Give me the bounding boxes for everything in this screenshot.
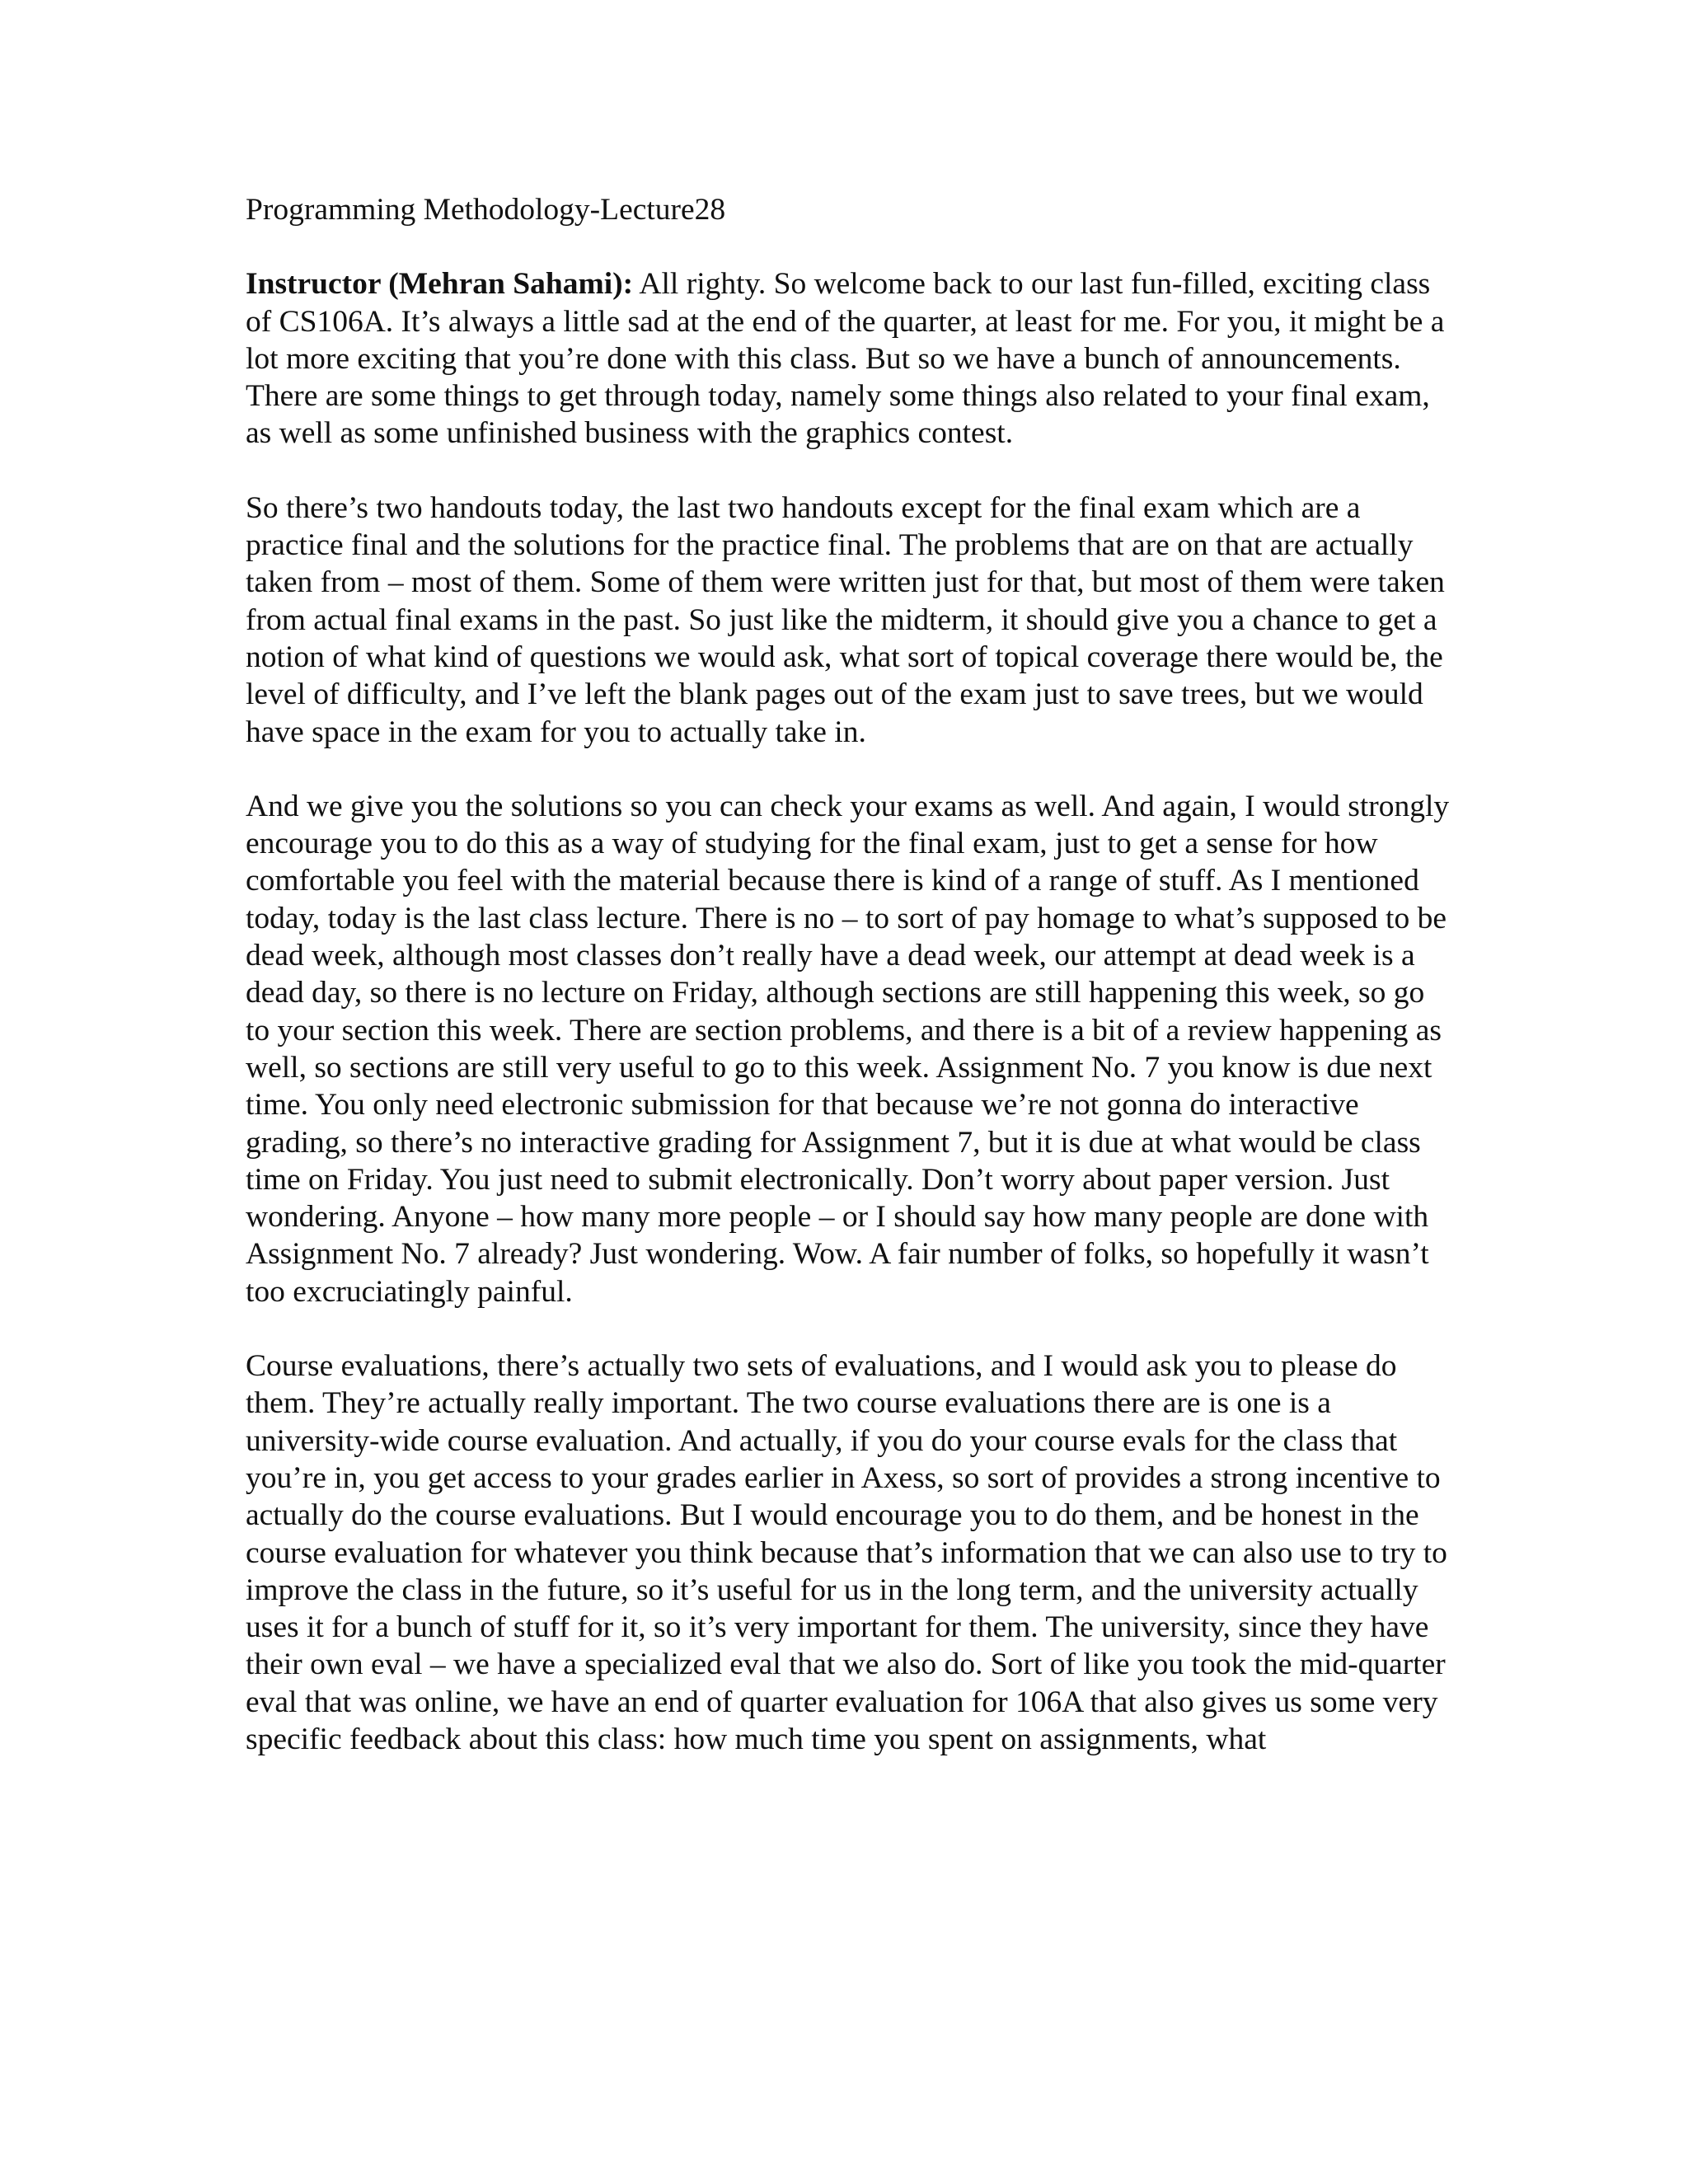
paragraph-text: So there’s two handouts today, the last two handouts except for the final exam which are a practice final and the solutions for the practice final. The problems that are on that are actually taken from – most of them. Some of them were written just for that, but most of them were taken from actual final exams in the past. So just like the midterm, it should give you a chance to get a notion of what kind of questions we would ask, what sort of topical coverage there would be, the level of difficulty, and I’ve left the blank pages out of the exam just to save trees, but we would have space in the exam for you to actually take in. xyxy=(246,490,1445,749)
paragraph-text: All righty. So welcome back to our last fun-filled, exciting class of CS106A. It’s always a little sad at the end of the quarter, at least for me. For you, it might be a lot more exciting that you’re done with this class. But so we have a bunch of announcements. There are some things to get through today, namely some things also related to your final exam, as well as some unfinished business with the graphics contest. xyxy=(246,267,1445,451)
paragraph-4 xyxy=(246,1347,1453,1758)
speaker-label: Instructor (Mehran Sahami): xyxy=(246,267,634,302)
document-page xyxy=(246,191,1453,1795)
paragraph-2 xyxy=(246,490,1453,751)
paragraph-text: Course evaluations, there’s actually two sets of evaluations, and I would ask you to please do them. They’re actually really important. The two course evaluations there are is one is a university-wide course evaluation. And actually, if you do your course evals for the class that you’re in, you get access to your grades earlier in Axess, so sort of provides a strong incentive to actually do the course evaluations. But I would encourage you to do them, and be honest in the course evaluation for whatever you think because that’s information that we can also use to try to improve the class in the future, so it’s useful for us in the long term, and the university actually uses it for a bunch of stuff for it, so it’s very important for them. The university, since they have their own eval – we have a specialized eval that we also do. Sort of like you took the mid-quarter eval that was online, we have an end of quarter evaluation for 106A that also gives us some very specific feedback about this class: how much time you spent on assignments, what xyxy=(246,1349,1447,1756)
paragraph-1 xyxy=(246,265,1453,452)
paragraph-3 xyxy=(246,788,1453,1310)
paragraph-text: And we give you the solutions so you can check your exams as well. And again, I would strongly encourage you to do this as a way of studying for the final exam, just to get a sense for how comfortable you feel with the material because there is kind of a range of stuff. As I mentioned today, today is the last class lecture. There is no – to sort of pay homage to what’s supposed to be dead week, although most classes don’t really have a dead week, our attempt at dead week is a dead day, so there is no lecture on Friday, although sections are still happening this week, so go to your section this week. There are section problems, and there is a bit of a review happening as well, so sections are still very useful to go to this week. Assignment No. 7 you know is due next time. You only need electronic submission for that because we’re not gonna do interactive grading, so there’s no interactive grading for Assignment 7, but it is due at what would be class time on Friday. You just need to submit electronically. Don’t worry about paper version. Just wondering. Anyone – how many more people – or I should say how many people are done with Assignment No. 7 already? Just wondering. Wow. A fair number of folks, so hopefully it wasn’t too excruciatingly painful. xyxy=(246,789,1450,1309)
document-title: Programming Methodology-Lecture28 xyxy=(246,193,726,227)
